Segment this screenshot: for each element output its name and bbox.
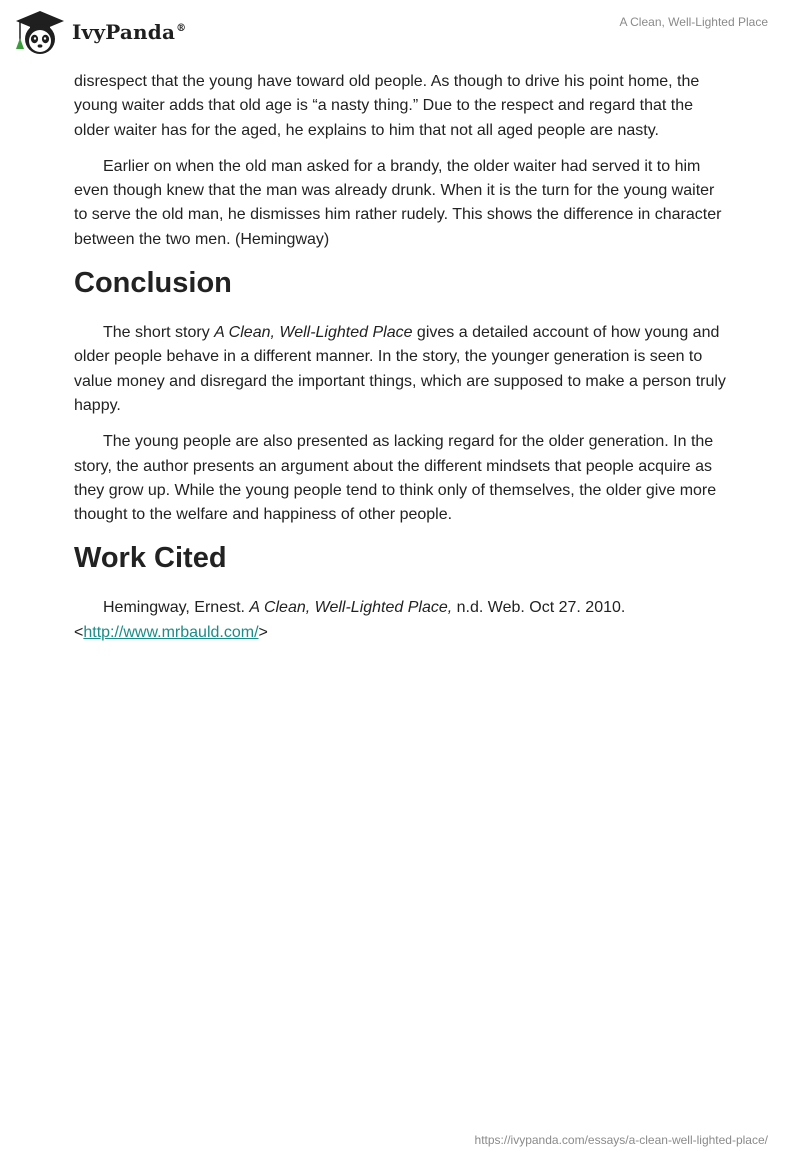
citation-title: A Clean, Well-Lighted Place, [249, 599, 453, 617]
paragraph-1: disrespect that the young have toward old people. As though to drive his point home, the young waiter adds that old age is “a nasty thing.” Due to the respect and regard that the older waiter has for the aged, he explains to him that not all aged people are nasty. [74, 73, 700, 139]
citation-entry: Hemingway, Ernest. A Clean, Well-Lighted Place, n.d. Web. Oct 27. 2010. <http://www.mrbauld.com/> [74, 599, 626, 641]
conclusion-heading: Conclusion [74, 267, 232, 300]
footer-url[interactable]: https://ivypanda.com/essays/a-clean-well-lighted-place/ [474, 1133, 768, 1147]
paragraph-3: The short story A Clean, Well-Lighted Place gives a detailed account of how young and older people behave in a different manner. In the story, the younger generation is seen to value money and disregard the important things, which are supposed to make a person truly happy. [74, 324, 726, 414]
citation-link[interactable]: http://www.mrbauld.com/ [83, 623, 259, 641]
essay-content [74, 70, 729, 657]
paragraph-2: Earlier on when the old man asked for a brandy, the older waiter had served it to him even though knew that the man was already drunk. When it is the turn for the young waiter to serve the old man, he dismisses him rather rudely. This shows the difference in character between the two men. (Hemingway) [74, 157, 722, 248]
document-title: A Clean, Well-Lighted Place [619, 15, 768, 29]
paragraph-4: The young people are also presented as lacking regard for the older generation. In the story, the author presents an argument about the different mindsets that people acquire as they grow up. While the young people tend to think only of themselves, the older give more thought to the welfare and happiness of other people. [74, 433, 717, 524]
brand-logo[interactable] [14, 9, 186, 55]
panda-graduate-icon [14, 9, 66, 55]
story-title: A Clean, Well-Lighted Place [214, 324, 413, 342]
brand-name: IvyPanda® [72, 20, 187, 44]
works-cited-heading: Work Cited [74, 542, 227, 575]
